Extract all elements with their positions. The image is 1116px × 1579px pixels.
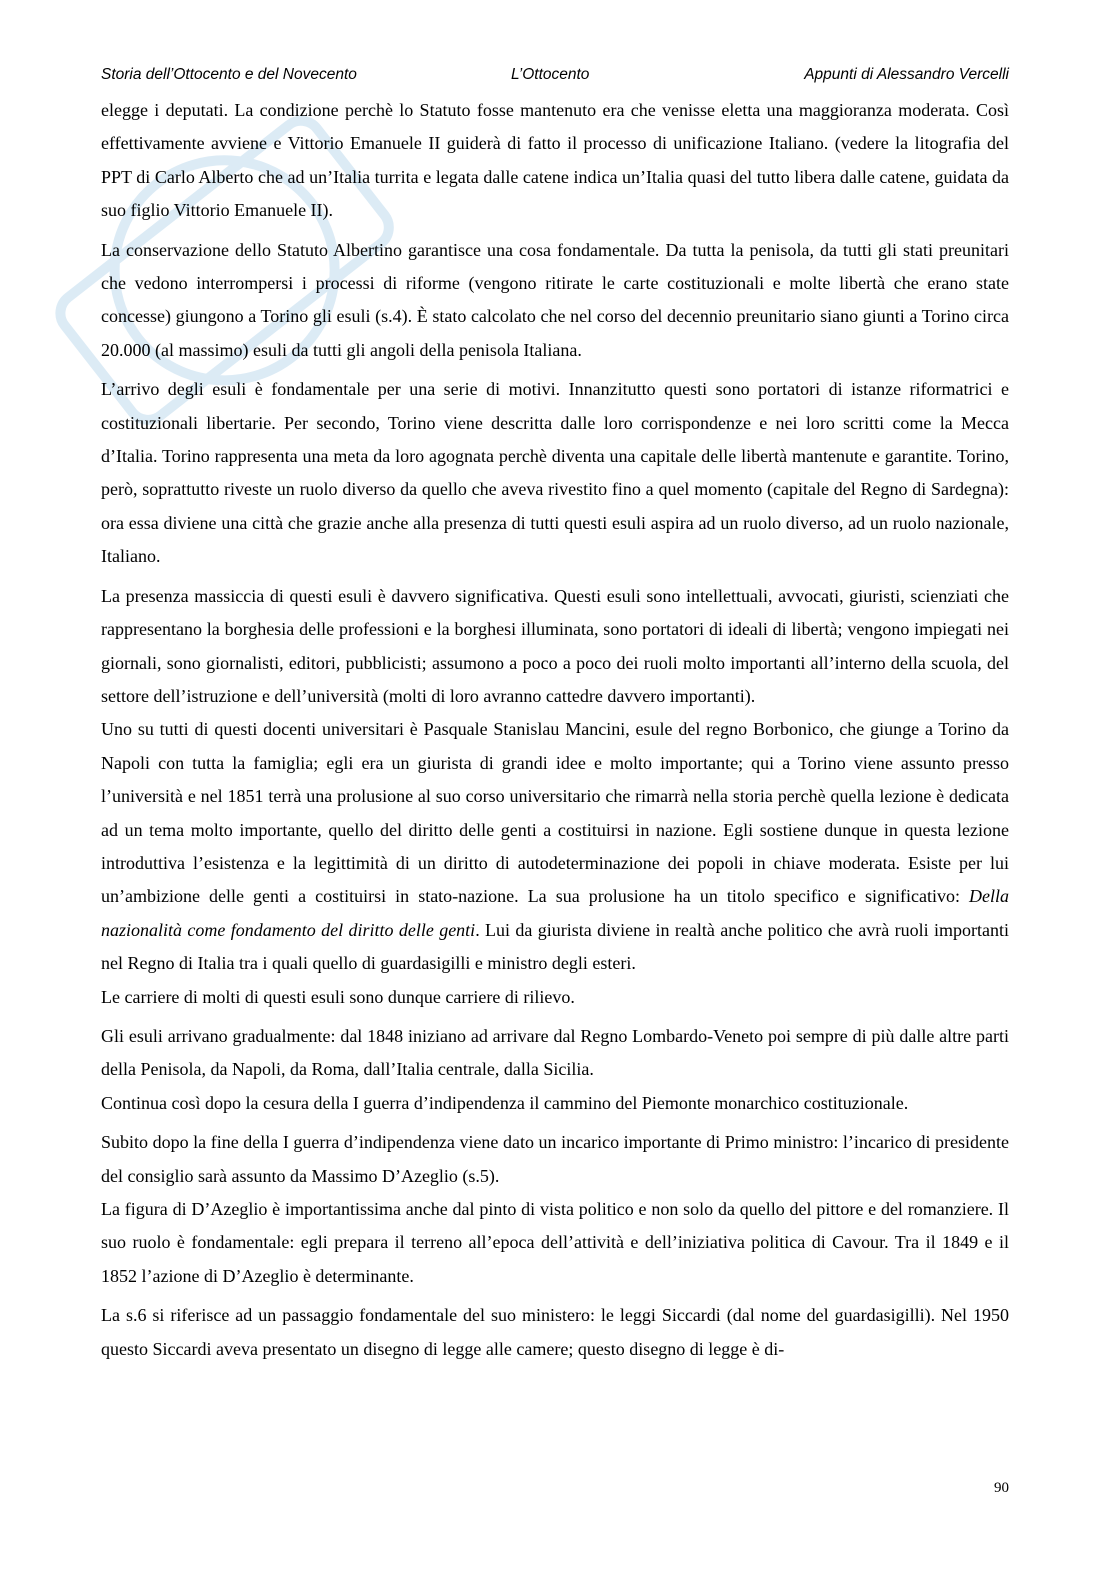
paragraph: Continua così dopo la cesura della I guerra d’indipendenza il cammino del Piemonte monarchico costituzionale. xyxy=(101,1092,909,1113)
paragraph: La s.6 si riferisce ad un passaggio fondamentale del suo ministero: le leggi Siccardi (dal nome del guardasigilli). Nel 1950 questo Siccardi aveva presentato un disegno di legge alle camere; questo disegno di legge è di- xyxy=(101,1305,1009,1359)
paragraph: La figura di D’Azeglio è importantissima anche dal pinto di vista politico e non solo da quello del pittore e del romanziere. Il suo ruolo è fondamentale: egli prepara il terreno all’epoca dell’attività e dell’iniziativa politica di Cavour. Tra il 1849 e il 1852 l’azione di D’Azeglio è determinante. xyxy=(101,1199,1009,1286)
paragraph: elegge i deputati. La condizione perchè lo Statuto fosse mantenuto era che venisse eletta una maggioranza moderata. Così effettivamente avviene e Vittorio Emanuele II guiderà di fatto il processo di unificazione Italiano. (vedere la litografia del PPT di Carlo Alberto che ad un’Italia turrita e legata dalle catene indica un’Italia quasi del tutto libera dalle catene, guidata da suo figlio Vittorio Emanuele II). xyxy=(101,100,1009,221)
paragraph: La conservazione dello Statuto Albertino garantisce una cosa fondamentale. Da tutta la penisola, da tutti gli stati preunitari che vedono interrompersi i processi di riforme (vengono ritirate le carte costituzionali e molte libertà che erano state concesse) giungono a Torino gli esuli (s.4). È stato calcolato che nel corso del decennio preunitario siano giunti a Torino circa 20.000 (al massimo) esuli da tutti gli angoli della penisola Italiana. xyxy=(101,239,1009,360)
paragraph: Le carriere di molti di questi esuli sono dunque carriere di rilievo. xyxy=(101,986,575,1007)
paragraph-mancini xyxy=(101,713,1009,980)
header-author: Appunti di Alessandro Vercelli xyxy=(804,66,1009,83)
header-course-title: Storia dell’Ottocento e del Novecento xyxy=(101,66,357,83)
mancini-text-after: . Lui da giurista diviene in realtà anche politico che avrà ruoli importanti nel Regno di Italia tra i quali quello di guardasigilli e ministro degli esteri. xyxy=(101,919,1009,974)
page-header xyxy=(101,66,1009,88)
paragraph: La presenza massiccia di questi esuli è davvero significativa. Questi esuli sono intellettuali, avvocati, giuristi, scienziati che rappresentano la borghesia delle professioni e la borghesi illuminata, sono portatori di ideali di libertà; vengono impiegati nei giornali, sono giornalisti, editori, pubblicisti; assumono a poco a poco dei ruoli molto importanti all’interno della scuola, del settore dell’istruzione e dell’università (molti di loro avranno cattedre davvero importanti). xyxy=(101,585,1009,706)
prolusione-title: Della nazionalità come fondamento del diritto delle genti xyxy=(101,886,1009,940)
document-body xyxy=(101,94,1009,1366)
mancini-text-before: Uno su tutti di questi docenti universitari è Pasquale Stanislau Mancini, esule del regno Borbonico, che giunge a Torino da Napoli con tutta la famiglia; egli era un giurista di grandi idee e molto importante; qui a Torino viene assunto presso l’università e nel 1851 terrà una prolusione al suo corso universitario che rimarrà nella storia perchè quella lezione è dedicata ad un tema molto importante, quello del diritto delle genti a costituirsi in nazione. Egli sostiene dunque in questa lezione introduttiva l’esistenza e la legittimità di un diritto di autodeterminazione dei popoli in chiave moderata. Esiste per lui un’ambizione delle genti a costituirsi in stato-nazione. La sua prolusione ha un titolo specifico e significativo: xyxy=(101,719,1009,907)
header-section-title: L’Ottocento xyxy=(511,66,590,83)
paragraph: L’arrivo degli esuli è fondamentale per una serie di motivi. Innanzitutto questi sono portatori di istanze riformatrici e costituzionali libertarie. Per secondo, Torino viene descritta dalle loro corrispondenze e nei loro scritti come la Mecca d’Italia. Torino rappresenta una meta da loro agognata perchè diventa una capitale delle libertà mantenute e garantite. Torino, però, soprattutto riveste un ruolo diverso da quello che aveva rivestito fino a quel momento (capitale del Regno di Sardegna): ora essa diviene una città che grazie anche alla presenza di tutti questi esuli aspira ad un ruolo diverso, ad un ruolo nazionale, Italiano. xyxy=(101,379,1009,567)
page-number: 90 xyxy=(994,1480,1009,1496)
paragraph: Gli esuli arrivano gradualmente: dal 1848 iniziano ad arrivare dal Regno Lombardo-Veneto poi sempre di più dalle altre parti della Penisola, da Napoli, da Roma, dall’Italia centrale, dalla Sicilia. xyxy=(101,1025,1009,1080)
paragraph: Subito dopo la fine della I guerra d’indipendenza viene dato un incarico importante di Primo ministro: l’incarico di presidente del consiglio sarà assunto da Massimo D’Azeglio (s.5). xyxy=(101,1132,1009,1186)
